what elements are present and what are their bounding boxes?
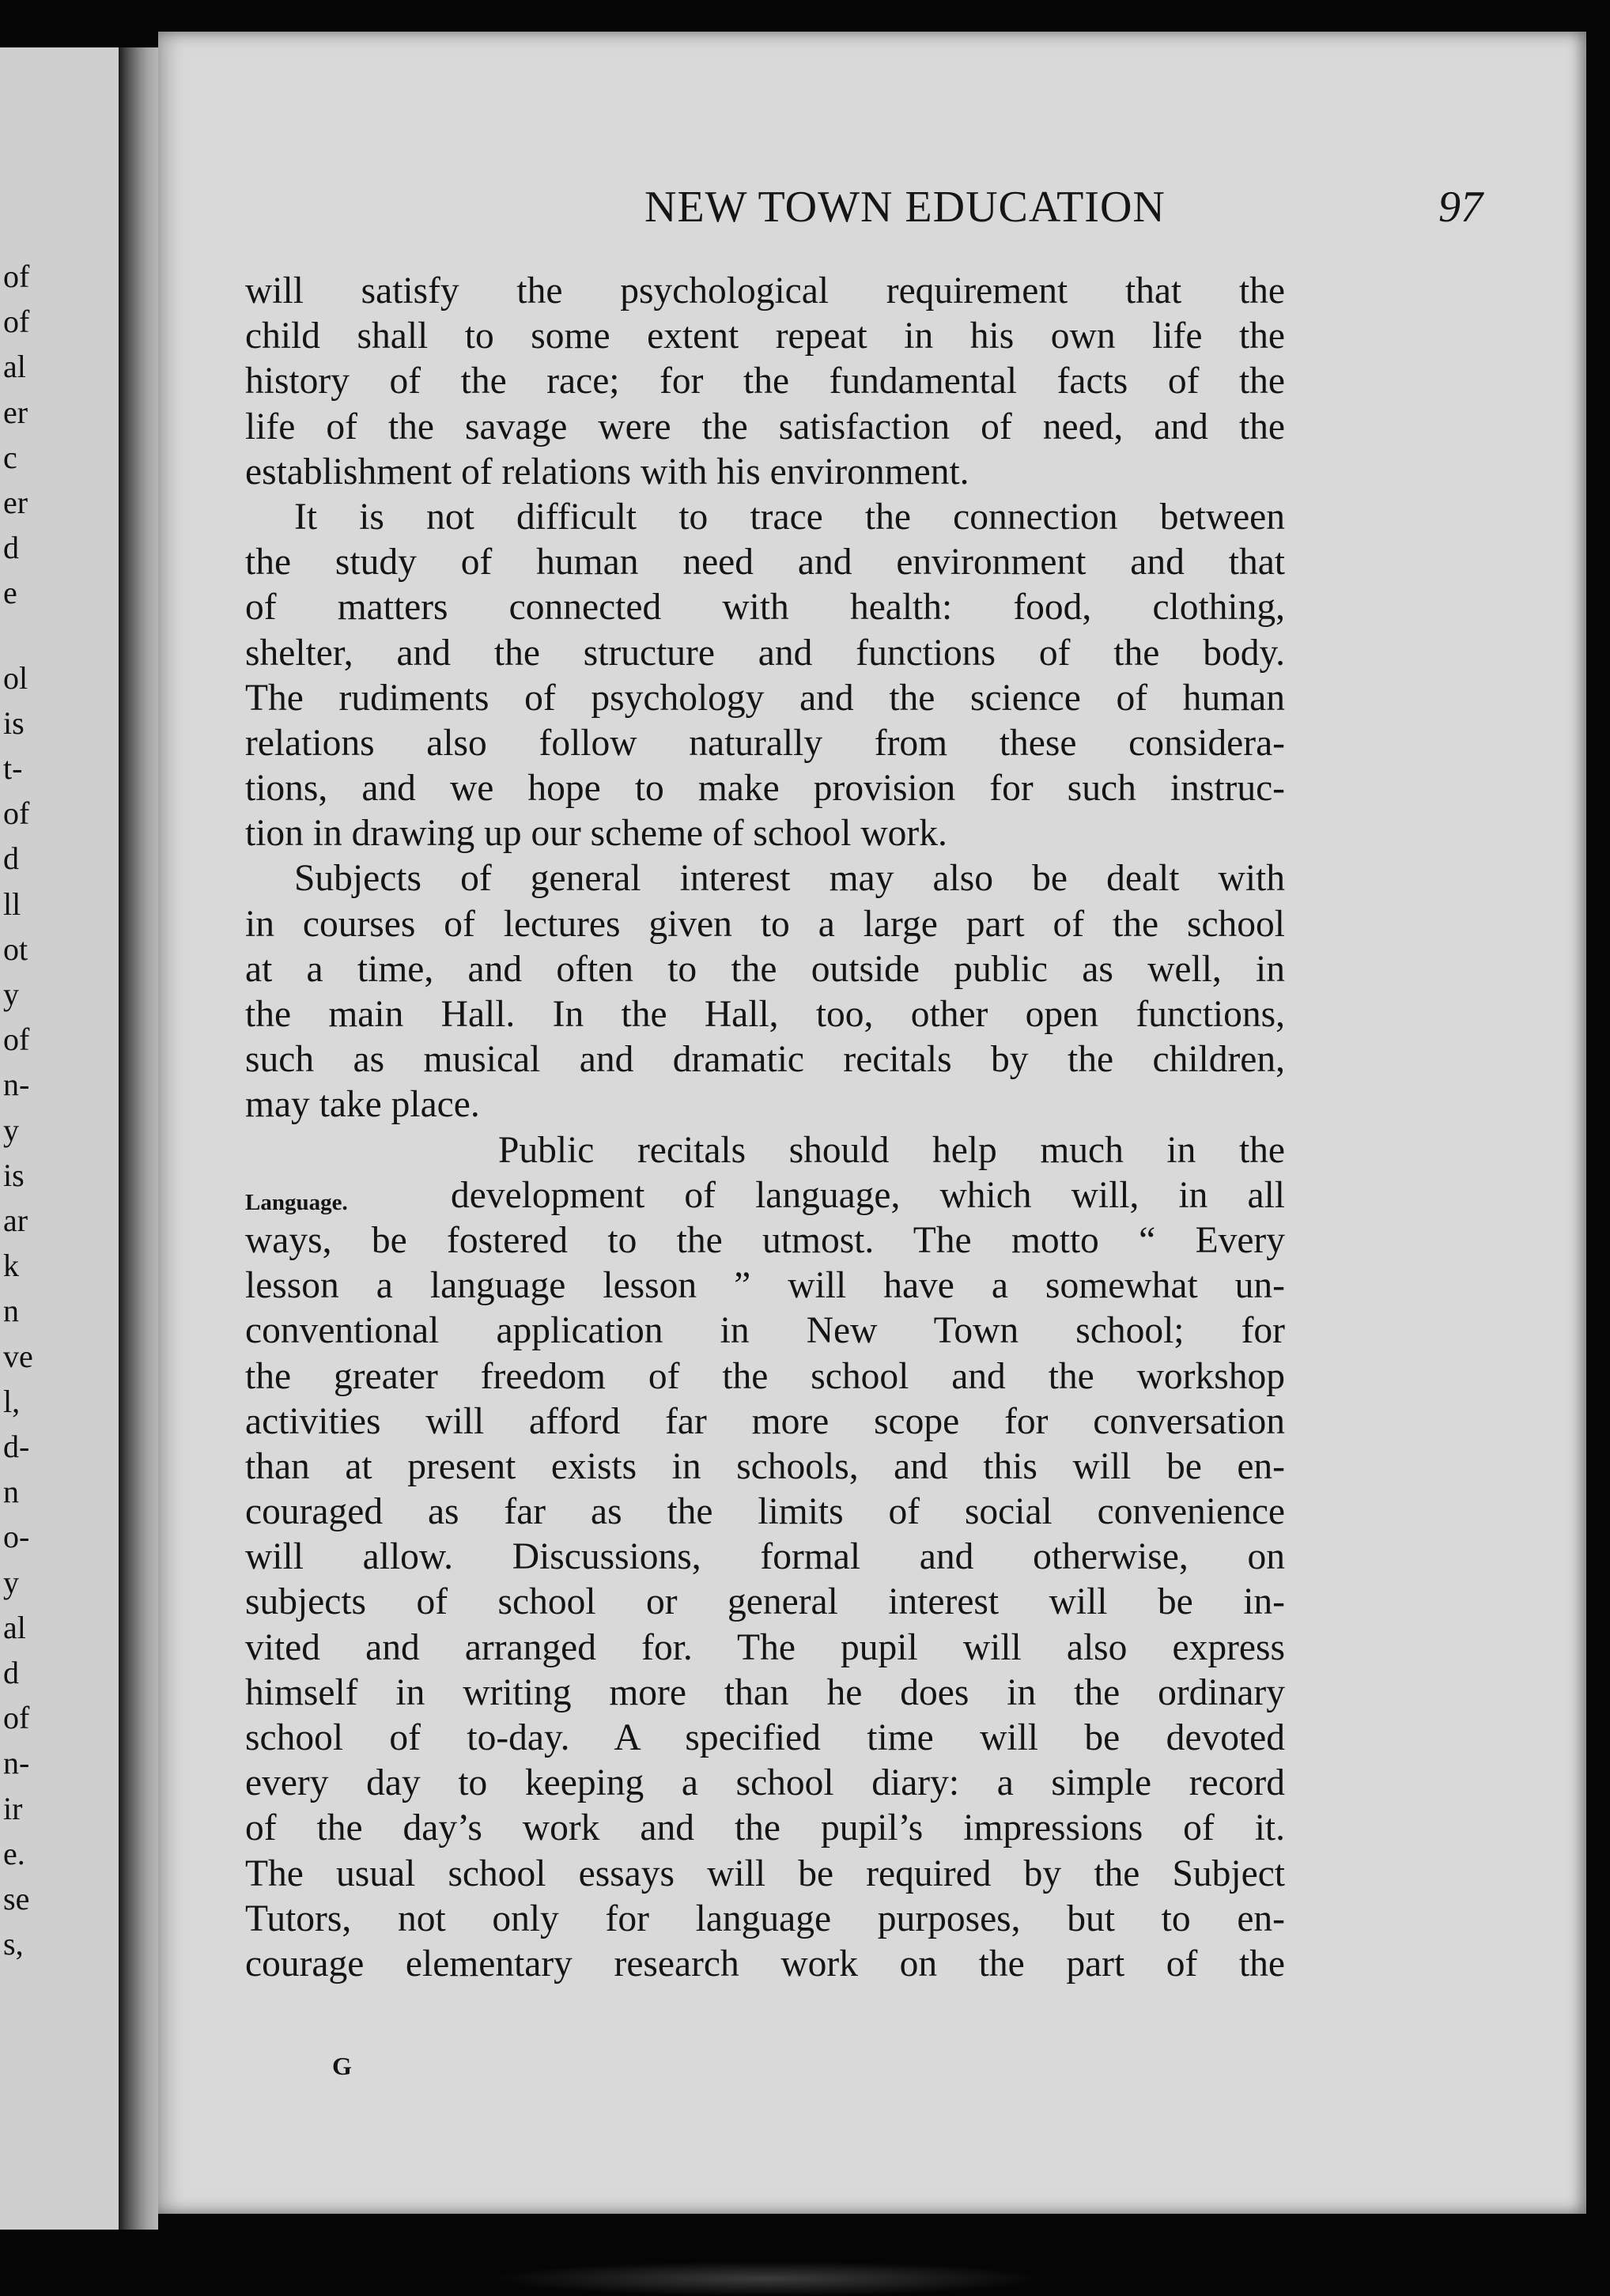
left-page-fragment: y [3, 1564, 19, 1600]
text-line: in courses of lectures given to a large part of the school [245, 903, 1285, 945]
margin-note-language: Language. [245, 1190, 348, 1215]
text-line: conventional application in New Town school; for [245, 1310, 1285, 1352]
left-page-fragment: s, [3, 1926, 24, 1962]
left-page-fragment: e. [3, 1835, 25, 1871]
left-page-fragment: n [3, 1293, 19, 1329]
text-line: courage elementary research work on the part of the [245, 1943, 1285, 1984]
body-text [245, 269, 1285, 1987]
text-line: the study of human need and environment and that [245, 542, 1285, 583]
book-page [158, 32, 1586, 2214]
left-page-fragment: of [3, 1700, 30, 1736]
text-line: the greater freedom of the school and the workshop [245, 1355, 1285, 1397]
left-page-fragment: of [3, 1021, 30, 1058]
text-line: of the day’s work and the pupil’s impressions of it. [245, 1807, 1285, 1849]
text-line: such as musical and dramatic recitals by the children, [245, 1039, 1285, 1081]
text-line: tion in drawing up our scheme of school work. [245, 813, 947, 855]
text-line: at a time, and often to the outside public as well, in [245, 948, 1285, 990]
text-line: child shall to some extent repeat in his own life the [245, 315, 1285, 357]
running-head [478, 182, 1514, 237]
left-page-fragment: er [3, 485, 28, 520]
text-line: vited and arranged for. The pupil will also express [245, 1626, 1285, 1668]
left-page-fragment: y [3, 976, 19, 1012]
left-facing-page [0, 47, 123, 2230]
left-page-fragment: n- [3, 1745, 30, 1781]
left-page-fragment: d [3, 1655, 19, 1690]
page-number: 97 [1438, 183, 1483, 232]
text-line: than at present exists in schools, and this will be en- [245, 1445, 1285, 1487]
text-line: Tutors, not only for language purposes, but to en- [245, 1898, 1285, 1939]
left-page-fragment: er [3, 394, 28, 430]
left-page-fragment: se [3, 1881, 30, 1916]
left-page-fragment: ol [3, 659, 28, 696]
left-page-fragment: ar [3, 1203, 28, 1238]
left-page-fragment: t- [3, 750, 23, 786]
text-line: subjects of school or general interest will be in- [245, 1581, 1285, 1623]
text-line: lesson a language lesson ” will have a somewhat un- [245, 1265, 1285, 1307]
left-page-fragment: is [3, 1157, 25, 1193]
text-line: the main Hall. In the Hall, too, other open functions, [245, 994, 1285, 1035]
text-line: will allow. Discussions, formal and otherwise, on [245, 1536, 1285, 1578]
left-page-fragment: of [3, 259, 30, 294]
text-line: activities will afford far more scope for conversation [245, 1400, 1285, 1442]
left-page-fragment: o- [3, 1519, 30, 1555]
text-line: The rudiments of psychology and the science of human [245, 677, 1285, 719]
text-line: Subjects of general interest may also be dealt with [294, 858, 1285, 900]
text-line: history of the race; for the fundamental facts of the [245, 361, 1285, 402]
text-line: tions, and we hope to make provision for such instruc- [245, 768, 1285, 810]
left-page-fragment: y [3, 1112, 19, 1148]
left-page-fragment: al [3, 349, 26, 385]
text-line: life of the savage were the satisfaction of need, and the [245, 406, 1285, 447]
text-line: relations also follow naturally from these considera- [245, 722, 1285, 764]
left-page-fragment: d [3, 840, 19, 877]
left-page-fragment: of [3, 304, 30, 340]
left-page-fragment: ll [3, 886, 21, 922]
left-page-fragment: l, [3, 1383, 21, 1419]
left-page-fragment: e [3, 575, 17, 611]
text-line: himself in writing more than he does in the ordinary [245, 1671, 1285, 1713]
text-line: may take place. [245, 1084, 480, 1126]
text-line: shelter, and the structure and functions of the body. [245, 632, 1285, 674]
text-line: every day to keeping a school diary: a simple record [245, 1762, 1285, 1804]
text-line: development of language, which will, in all [451, 1174, 1285, 1216]
text-line: of matters connected with health: food, clothing, [245, 587, 1285, 629]
scan-shadow [490, 2261, 1044, 2296]
text-line: The usual school essays will be required by the Subject [245, 1852, 1285, 1894]
left-page-fragment: d- [3, 1429, 30, 1464]
text-line: school of to-day. A specified time will be devoted [245, 1717, 1285, 1758]
text-line: couraged as far as the limits of social convenience [245, 1491, 1285, 1533]
left-page-fragment: n [3, 1474, 19, 1510]
text-line: It is not difficult to trace the connection between [294, 496, 1285, 538]
running-title: NEW TOWN EDUCATION [644, 183, 1166, 232]
left-page-fragment: ir [3, 1790, 23, 1826]
text-line: ways, be fostered to the utmost. The motto “ Every [245, 1219, 1285, 1261]
text-line: Public recitals should help much in the [498, 1129, 1285, 1171]
left-page-fragment: is [3, 704, 25, 741]
left-page-fragment: k [3, 1248, 19, 1284]
signature-mark: G [332, 2052, 352, 2080]
left-page-fragment: n- [3, 1067, 30, 1103]
left-page-fragment: ve [3, 1338, 33, 1374]
left-page-fragment: ot [3, 931, 28, 967]
text-line: will satisfy the psychological requirement that the [245, 270, 1285, 312]
book-gutter [119, 47, 158, 2230]
left-page-fragment: c [3, 439, 17, 475]
text-line: establishment of relations with his environment. [245, 451, 969, 493]
left-page-fragment: al [3, 1609, 26, 1645]
left-page-fragment: of [3, 795, 30, 832]
left-page-fragment: d [3, 530, 19, 566]
